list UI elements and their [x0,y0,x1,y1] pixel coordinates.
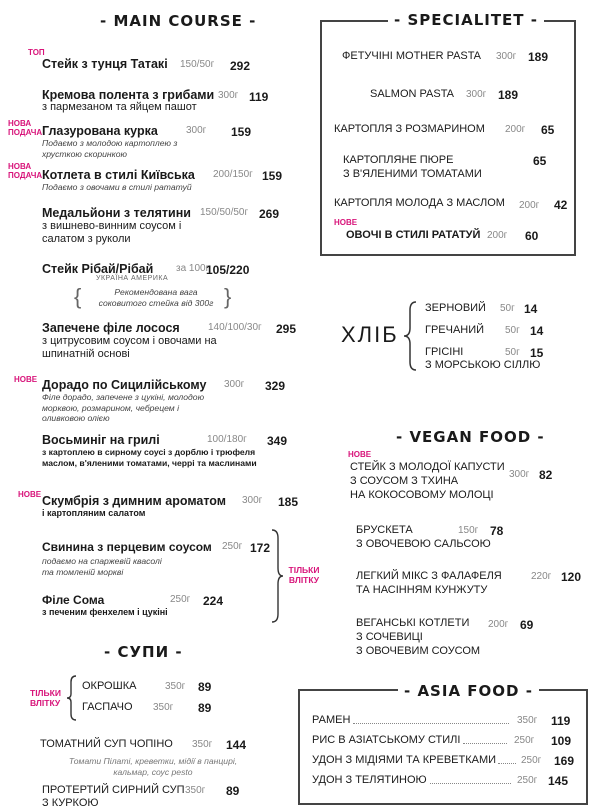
bread-brace-icon [402,300,418,372]
vegan-name: БРУСКЕТА [356,524,413,536]
bread-name: ГРЕЧАНИЙ [425,324,485,336]
dish-desc: з печеним фенхелем і цукіні [42,607,168,617]
asia-price: 169 [554,754,575,768]
dish-note: подаємо на спаржевій квасолі та томленій моркві [42,556,162,577]
vegan-weight: 300г [509,469,530,480]
soup-name: ТОМАТНИЙ СУП ЧОПІНО [40,738,173,750]
dish-desc: з цитрусовим соусом і овочами на шпинатній основі [42,335,217,360]
bread-name-line2: З МОРСЬКОЮ СІЛЛЮ [425,359,541,371]
vegan-name-line3: НА КОКОСОВОМУ МОЛОЦІ [350,489,494,501]
dish-weight: 250г [222,541,243,552]
special-weight: 300г [466,89,487,100]
asia-weight: 250г [517,775,538,786]
special-price: 42 [554,198,568,212]
asia-weight: 250г [514,735,535,746]
special-name: КАРТОПЛЯ МОЛОДА З МАСЛОМ [334,197,505,209]
dish-name: Свинина з перцевим соусом [42,540,212,554]
dish-weight: 200/150г [213,169,253,180]
asia-row [312,754,518,766]
soup-price: 89 [226,784,240,798]
dish-name: Восьминіг на грилі [42,433,160,447]
soup-price: 144 [226,738,247,752]
vegan-weight: 200г [488,619,509,630]
vegan-price: 78 [490,524,504,538]
dish-name: Запечене філе лосося [42,321,180,335]
dish-weight: 300г [218,90,239,101]
dish-name: Глазурована курка [42,124,158,138]
bread-price: 14 [530,324,544,338]
asia-box [298,689,588,805]
bread-weight: 50г [505,325,520,336]
dish-weight: 300г [242,495,263,506]
origin-label: УКРАЇНА АМЕРИКА [96,275,169,282]
vegan-title: - VEGAN FOOD - [396,428,545,446]
new-badge: НОВЕ [18,490,42,499]
dish-name: Кремова полента з грибами [42,88,215,102]
asia-price: 109 [551,734,572,748]
dish-name: Котлета в стилі Київська [42,168,195,182]
asia-name: УДОН З ТЕЛЯТИНОЮ [312,774,427,786]
dish-name: Філе Сома [42,593,105,607]
summer-only-badge: ТІЛЬКИ ВЛІТКУ [288,565,320,585]
dot-leader [430,783,511,784]
special-name: ОВОЧІ В СТИЛІ РАТАТУЙ [346,229,481,241]
vegan-name: СТЕЙК З МОЛОДОЇ КАПУСТИ [350,461,505,473]
summer-brace-icon [270,528,284,624]
soup-price: 89 [198,701,212,715]
vegan-name-line2: З СОУСОМ З ТХИНА [350,475,459,487]
dish-name: Стейк Рібай/Рібай [42,262,154,276]
vegan-name-line2: ТА НАСІННЯМ КУНЖУТУ [356,584,488,596]
vegan-price: 69 [520,618,534,632]
special-price: 65 [533,154,547,168]
asia-weight: 250г [521,755,542,766]
dish-desc: і картопляним салатом [42,508,146,518]
vegan-name-line2: З ОВОЧЕВОЮ САЛЬСОЮ [356,538,491,550]
soup-weight: 350г [185,785,206,796]
dot-leader [498,763,516,764]
dish-weight: за 100г [176,263,210,274]
bread-name: ГРІСІНІ [425,346,464,358]
dish-price: 159 [262,169,283,183]
bread-weight: 50г [500,303,515,314]
dish-price: 224 [203,594,224,608]
dish-note: Подаємо з молодою картоплею з хрусткою скоринкою [42,138,178,159]
bread-name: ЗЕРНОВИЙ [425,302,486,314]
special-weight: 200г [519,200,540,211]
brace-left-icon: { [74,284,82,309]
dish-price: 185 [278,495,299,509]
new-badge: НОВЕ [348,450,372,459]
vegan-price: 120 [561,570,582,584]
dish-price: 159 [231,125,252,139]
soup-weight: 350г [165,681,186,692]
dish-price: 269 [259,207,280,221]
asia-name: УДОН З МІДІЯМИ ТА КРЕВЕТКАМИ [312,754,497,766]
soup-price: 89 [198,680,212,694]
bread-price: 14 [524,302,538,316]
vegan-weight: 220г [531,571,552,582]
asia-weight: 350г [517,715,538,726]
special-price: 60 [525,229,539,243]
dish-name: Скумбрія з димним ароматом [42,494,227,508]
bread-price: 15 [530,346,544,360]
special-weight: 200г [505,124,526,135]
soup-brace-icon [66,674,78,722]
summer-only-badge: ТІЛЬКИ ВЛІТКУ [30,688,61,708]
dish-price: 105/220 [206,263,250,277]
vegan-name: ЛЕГКИЙ МІКС З ФАЛАФЕЛЯ [356,570,502,582]
dish-price: 295 [276,322,297,336]
soups-title: - СУПИ - [104,643,183,661]
dish-weight: 300г [186,125,207,136]
specialitet-title: - SPECIALITET - [388,11,544,29]
asia-row [312,734,510,746]
vegan-name: ВЕГАНСЬКІ КОТЛЕТИ [356,617,470,629]
brace-right-icon: } [224,284,232,309]
special-weight: 300г [496,51,517,62]
dish-weight: 250г [170,594,191,605]
dish-desc: з картоплею в сирному соусі з дорблю і трюфеля маслом, в'яленими томатами, черрі та маслинами [42,447,257,468]
dish-note: Рекомендована вага соковитого стейка від 300г [98,287,214,308]
bread-title: ХЛІБ [341,322,399,347]
dish-price: 329 [265,379,286,393]
soup-weight: 350г [153,702,174,713]
vegan-name-line2: З СОЧЕВИЦІ [356,631,423,643]
asia-name: РАМЕН [312,714,351,726]
dish-price: 119 [249,90,269,104]
soup-name: ПРОТЕРТИЙ СИРНИЙ СУП [42,784,185,796]
dish-price: 172 [250,541,271,555]
dot-leader [463,743,507,744]
vegan-name-line3: З ОВОЧЕВИМ СОУСОМ [356,645,481,657]
dish-note: Подаємо з овочами в стилі рататуй [42,182,192,192]
dish-note: Філе дорадо, запечене з цукіні, молодою морквою, розмарином, чебрецем і оливковою олією [42,392,205,423]
dish-price: 349 [267,434,288,448]
special-name: SALMON PASTA [370,88,454,100]
new-badge: НОВЕ [14,375,38,384]
asia-row [312,714,512,726]
special-price: 189 [528,50,549,64]
special-price: 189 [498,88,519,102]
dish-weight: 150/50/50г [200,207,249,218]
soup-name: ОКРОШКА [82,680,137,692]
dish-name: Стейк з тунця Татакі [42,57,168,71]
asia-name: РИС В АЗІАТСЬКОМУ СТИЛІ [312,734,461,746]
asia-price: 119 [551,714,571,728]
dish-weight: 100/180г [207,434,247,445]
soup-note: Томати Пілаті, креветки, мідії в панцирі, кальмар, соус pesto [68,756,238,777]
top-badge: ТОП [28,48,45,57]
main-course-title: - MAIN COURSE - [100,12,257,30]
asia-price: 145 [548,774,569,788]
vegan-weight: 150г [458,525,479,536]
dot-leader [353,723,509,724]
dish-desc: з пармезаном та яйцем пашот [42,101,197,113]
soup-name: ГАСПАЧО [82,701,133,713]
special-name: КАРТОПЛЯНЕ ПЮРЕ [343,154,454,166]
asia-row [312,774,514,786]
new-serving-badge: НОВА ПОДАЧА [8,119,43,137]
soup-name-line2: З КУРКОЮ [42,797,99,809]
dish-weight: 150/50г [180,59,215,70]
vegan-price: 82 [539,468,553,482]
bread-weight: 50г [505,347,520,358]
new-serving-badge: НОВА ПОДАЧА [8,162,43,180]
soup-weight: 350г [192,739,213,750]
new-badge: НОВЕ [334,218,358,227]
asia-title: - ASIA FOOD - [398,682,539,700]
dish-weight: 140/100/30г [208,322,262,333]
special-weight: 200г [487,230,508,241]
dish-name: Дорадо по Сицилійському [42,378,207,392]
dish-weight: 300г [224,379,245,390]
special-name-line2: З В'ЯЛЕНИМИ ТОМАТАМИ [343,168,482,180]
special-name: КАРТОПЛЯ З РОЗМАРИНОМ [334,123,485,135]
special-name: ФЕТУЧІНІ MOTHER PASTA [342,50,482,62]
special-price: 65 [541,123,555,137]
dish-name: Медальйони з телятини [42,206,191,220]
dish-desc: з вишнево-винним соусом і салатом з руколи [42,220,182,245]
dish-price: 292 [230,59,251,73]
